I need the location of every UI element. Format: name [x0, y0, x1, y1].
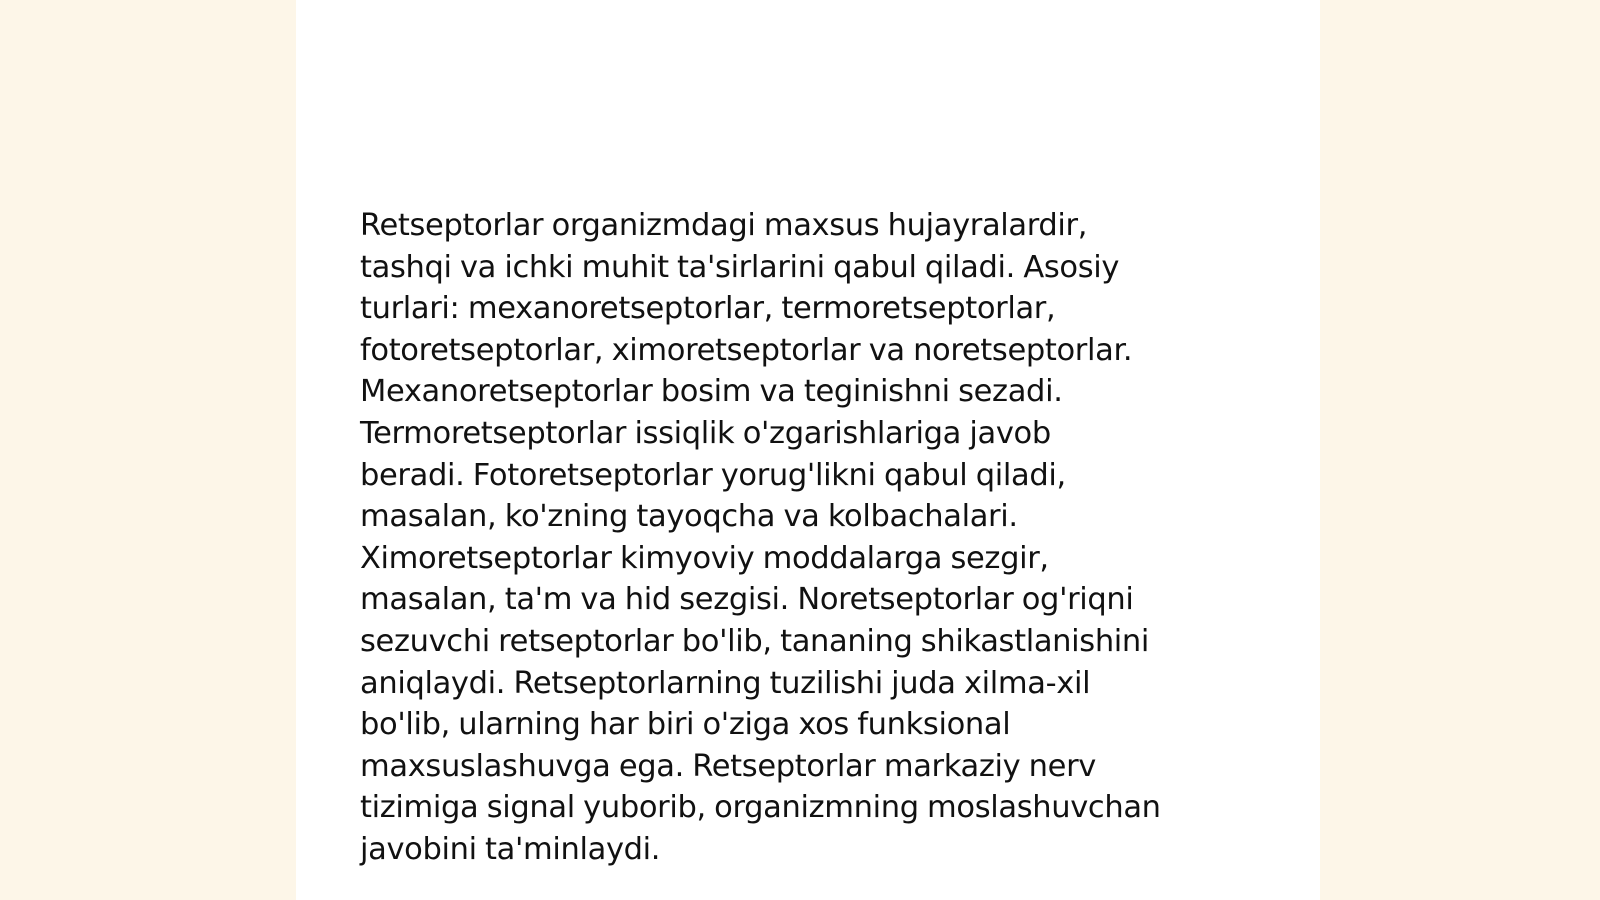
text-line-6: Termoretseptorlar issiqlik o'zgarishlariga javob — [360, 415, 1051, 451]
text-line-15: tizimiga signal yuborib, organizmning moslashuvchan — [360, 790, 1161, 826]
text-line-14: maxsuslashuvga ega. Retseptorlar markaziy nerv — [360, 748, 1096, 784]
text-line-3: turlari: mexanoretseptorlar, termoretseptorlar, — [360, 291, 1056, 327]
text-line-13: bo'lib, ularning har biri o'ziga xos funksional — [360, 707, 1011, 743]
text-line-12: aniqlaydi. Retseptorlarning tuzilishi juda xilma-xil — [360, 665, 1091, 701]
text-line-9: Ximoretseptorlar kimyoviy moddalarga sezgir, — [360, 540, 1049, 576]
text-line-1: Retseptorlar organizmdagi maxsus hujayralardir, — [360, 208, 1088, 243]
text-line-8: masalan, ko'zning tayoqcha va kolbachalari. — [360, 499, 1018, 535]
text-line-4: fotoretseptorlar, ximoretseptorlar va noretseptorlar. — [360, 332, 1133, 368]
text-line-10: masalan, ta'm va hid sezgisi. Noretseptorlar og'riqni — [360, 582, 1134, 618]
text-line-2: tashqi va ichki muhit ta'sirlarini qabul qiladi. Asosiy — [360, 249, 1120, 285]
text-line-11: sezuvchi retseptorlar bo'lib, tananing shikastlanishini — [360, 623, 1150, 659]
document-page — [296, 0, 1320, 900]
text-line-5: Mexanoretseptorlar bosim va teginishni sezadi. — [360, 374, 1063, 410]
body-paragraph — [360, 205, 1260, 871]
text-line-7: beradi. Fotoretseptorlar yorug'likni qabul qiladi, — [360, 457, 1066, 493]
text-line-16: javobini ta'minlaydi. — [360, 831, 661, 867]
